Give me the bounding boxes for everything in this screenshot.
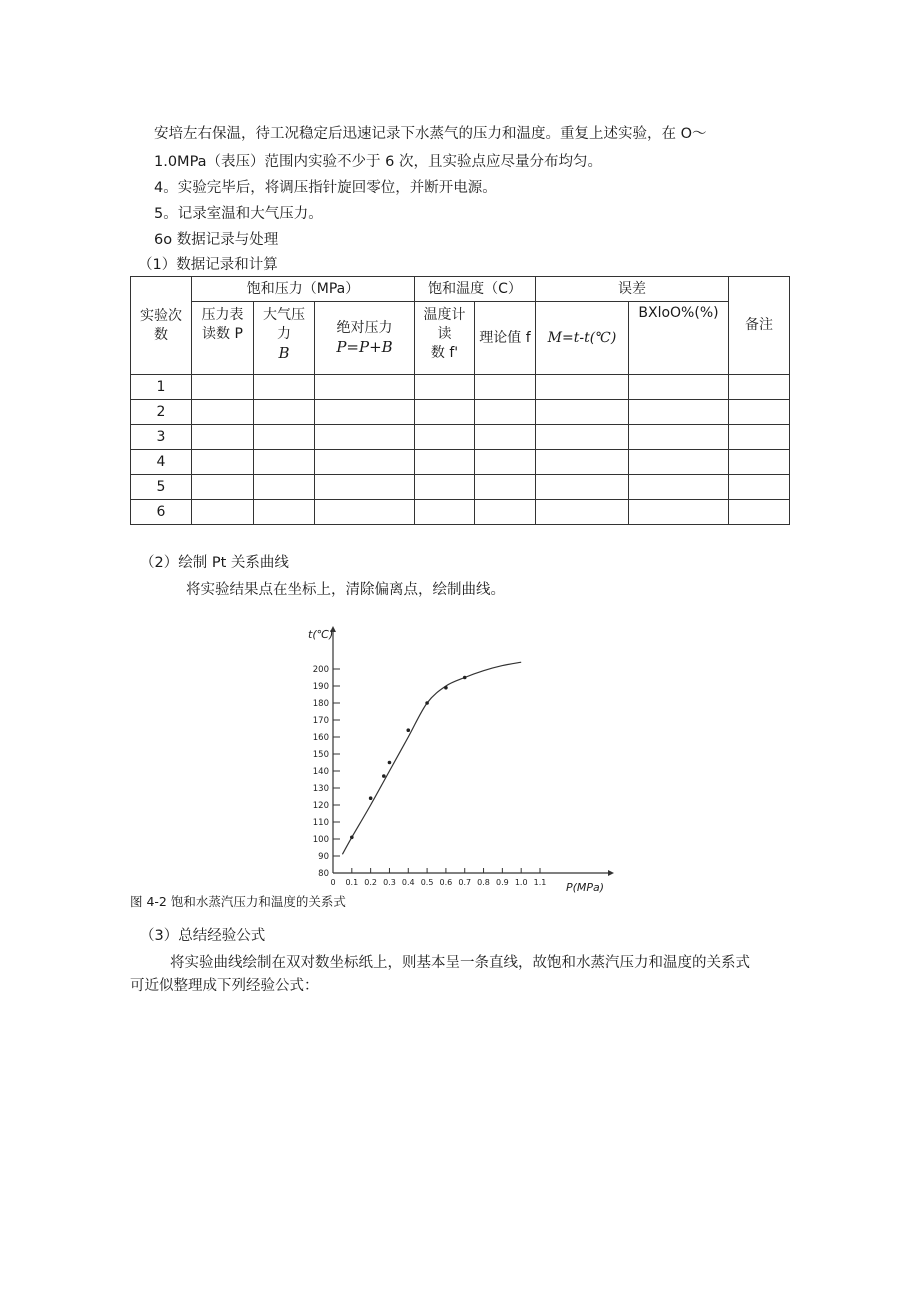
x-axis-label: P(MPa) [566, 881, 605, 894]
header-difference: M=t-t(℃) [536, 302, 629, 375]
subsection-3: （3）总结经验公式 [140, 928, 266, 944]
paragraph-1: 安培左右保温，待工况稳定后迅速记录下水蒸气的压力和温度。重复上述实验，在 O～ [154, 126, 707, 142]
y-tick-label: 180 [312, 699, 329, 709]
y-tick-label: 150 [312, 750, 329, 760]
data-point [350, 836, 354, 840]
series-line-saturation-curve [342, 662, 521, 854]
x-axis-arrow [608, 870, 614, 876]
x-tick-label: 0.3 [383, 878, 396, 887]
x-tick-label: 0.6 [439, 878, 453, 887]
y-tick-label: 170 [312, 716, 329, 726]
header-theoretical-value: 理论值 f [475, 302, 536, 375]
data-point [382, 774, 386, 778]
paragraph-3: 4。实验完毕后，将调压指针旋回零位，并断开电源。 [154, 180, 497, 196]
subsection-2: （2）绘制 Pt 关系曲线 [140, 555, 289, 571]
paragraph-2: 1.0MPa（表压）范围内实验不少于 6 次，且实验点应尽量分布均匀。 [154, 154, 602, 170]
x-tick-label: 0.5 [420, 878, 434, 887]
paragraph-formula-intro: 可近似整理成下列经验公式： [130, 978, 319, 994]
header-saturation-pressure: 饱和压力（MPa） [192, 277, 415, 302]
table-row: 2 [131, 400, 790, 425]
data-point [406, 728, 410, 732]
y-tick-label: 80 [318, 869, 329, 879]
x-tick-label: 0.9 [495, 878, 509, 887]
y-tick-label: 120 [312, 801, 329, 811]
table-row: 6 [131, 500, 790, 525]
table-row: 1 [131, 375, 790, 400]
y-tick-label: 130 [312, 784, 329, 794]
x-tick-label: 0.2 [364, 878, 378, 887]
y-tick-label: 100 [312, 835, 329, 845]
y-axis-label: t(℃) [308, 628, 334, 641]
y-tick-label: 90 [318, 852, 329, 862]
y-tick-label: 160 [312, 733, 329, 743]
section-heading: 6o 数据记录与处理 [154, 232, 279, 248]
header-percent-error: BXloO%(%) [629, 302, 729, 375]
table-row: 3 [131, 425, 790, 450]
header-trial-number: 实验次 数 [131, 277, 192, 375]
header-thermometer-reading: 温度计 读 数 f' [415, 302, 475, 375]
header-note: 备注 [729, 277, 790, 375]
header-saturation-temperature: 饱和温度（C） [415, 277, 536, 302]
data-point [388, 761, 392, 765]
table-row: 4 [131, 450, 790, 475]
data-point [444, 686, 448, 690]
figure-caption: 图 4-2 饱和水蒸汽压力和温度的关系式 [130, 894, 346, 909]
chart-axes [330, 626, 614, 876]
x-tick-label: 1.1 [533, 878, 547, 887]
paragraph-4: 5。记录室温和大气压力。 [154, 206, 323, 222]
table-row: 5 [131, 475, 790, 500]
paragraph-plot-instructions: 将实验结果点在坐标上，清除偏离点，绘制曲线。 [186, 582, 505, 598]
x-tick-label: 0.8 [477, 878, 490, 887]
header-atmospheric-pressure: 大气压 力 B [254, 302, 315, 375]
paragraph-conclusion: 将实验曲线绘制在双对数坐标纸上，则基本呈一条直线，故饱和水蒸汽压力和温度的关系式 [170, 955, 750, 971]
x-tick-label: 0.4 [401, 878, 415, 887]
x-tick-label: 0.1 [345, 878, 359, 887]
data-point [463, 676, 467, 680]
data-point [369, 796, 373, 800]
subsection-1: （1）数据记录和计算 [138, 257, 278, 273]
y-tick-label: 190 [312, 682, 329, 692]
x-tick-label: 1.0 [514, 878, 528, 887]
y-tick-label: 140 [312, 767, 329, 777]
x-tick-label: 0.7 [458, 878, 472, 887]
y-tick-label: 110 [312, 818, 329, 828]
x-tick-label: 0 [330, 878, 336, 887]
data-point [425, 701, 429, 705]
header-absolute-pressure: 绝对压力 P=P+B [315, 302, 415, 375]
y-tick-label: 200 [312, 665, 329, 675]
header-gauge-reading: 压力表 读数 P [192, 302, 254, 375]
header-error: 误差 [536, 277, 729, 302]
